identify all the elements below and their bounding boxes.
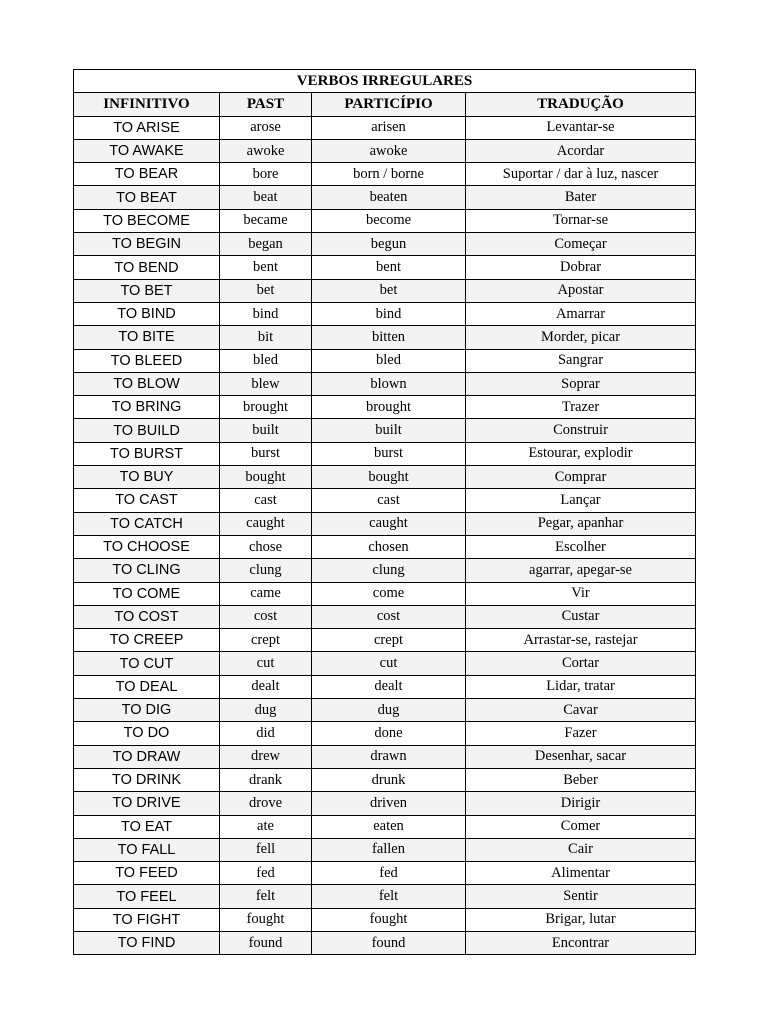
verb-participle-cell: fed <box>312 862 466 885</box>
verb-infinitive-cell: TO BEND <box>74 256 220 279</box>
verb-participle-cell: come <box>312 582 466 605</box>
verb-infinitive-cell: TO BEAR <box>74 163 220 186</box>
table-row <box>74 699 696 722</box>
table-row <box>74 209 696 232</box>
table-row <box>74 372 696 395</box>
verb-translation-cell: Encontrar <box>466 931 696 954</box>
verb-past-cell: bind <box>220 302 312 325</box>
verb-translation-cell: Cair <box>466 838 696 861</box>
verb-translation-cell: Começar <box>466 233 696 256</box>
verb-past-cell: drew <box>220 745 312 768</box>
verb-participle-cell: cost <box>312 605 466 628</box>
verb-participle-cell: burst <box>312 442 466 465</box>
verb-participle-cell: done <box>312 722 466 745</box>
verb-past-cell: crept <box>220 629 312 652</box>
table-row <box>74 745 696 768</box>
verb-participle-cell: become <box>312 209 466 232</box>
irregular-verbs-table <box>73 69 696 955</box>
verb-participle-cell: clung <box>312 559 466 582</box>
table-header-row <box>74 93 696 116</box>
verb-translation-cell: Acordar <box>466 139 696 162</box>
header-past: PAST <box>220 93 312 116</box>
verb-past-cell: arose <box>220 116 312 139</box>
table-row <box>74 908 696 931</box>
table-body <box>74 116 696 955</box>
verb-participle-cell: brought <box>312 396 466 419</box>
verb-participle-cell: arisen <box>312 116 466 139</box>
table-row <box>74 535 696 558</box>
verb-past-cell: found <box>220 931 312 954</box>
table-row <box>74 792 696 815</box>
table-row <box>74 419 696 442</box>
verb-translation-cell: Pegar, apanhar <box>466 512 696 535</box>
verb-translation-cell: Comer <box>466 815 696 838</box>
verb-infinitive-cell: TO BEGIN <box>74 233 220 256</box>
verb-infinitive-cell: TO FALL <box>74 838 220 861</box>
table-row <box>74 722 696 745</box>
verb-past-cell: cast <box>220 489 312 512</box>
verb-past-cell: bled <box>220 349 312 372</box>
table-row <box>74 326 696 349</box>
verb-past-cell: drank <box>220 768 312 791</box>
table-row <box>74 629 696 652</box>
verb-translation-cell: Comprar <box>466 466 696 489</box>
table-title-row <box>74 70 696 93</box>
verb-translation-cell: Dobrar <box>466 256 696 279</box>
verb-past-cell: clung <box>220 559 312 582</box>
verb-past-cell: dealt <box>220 675 312 698</box>
table-row <box>74 302 696 325</box>
verb-participle-cell: caught <box>312 512 466 535</box>
verb-infinitive-cell: TO COME <box>74 582 220 605</box>
table-row <box>74 349 696 372</box>
table-row <box>74 675 696 698</box>
verb-infinitive-cell: TO CATCH <box>74 512 220 535</box>
verb-participle-cell: felt <box>312 885 466 908</box>
verb-past-cell: awoke <box>220 139 312 162</box>
verb-translation-cell: agarrar, apegar-se <box>466 559 696 582</box>
verb-past-cell: chose <box>220 535 312 558</box>
verb-participle-cell: blown <box>312 372 466 395</box>
verb-infinitive-cell: TO CLING <box>74 559 220 582</box>
verb-past-cell: bought <box>220 466 312 489</box>
verb-infinitive-cell: TO DEAL <box>74 675 220 698</box>
verb-past-cell: bent <box>220 256 312 279</box>
verb-infinitive-cell: TO BECOME <box>74 209 220 232</box>
verb-translation-cell: Amarrar <box>466 302 696 325</box>
verb-past-cell: burst <box>220 442 312 465</box>
verb-translation-cell: Bater <box>466 186 696 209</box>
verb-infinitive-cell: TO BET <box>74 279 220 302</box>
verb-participle-cell: cut <box>312 652 466 675</box>
verb-translation-cell: Dirigir <box>466 792 696 815</box>
verb-past-cell: caught <box>220 512 312 535</box>
verb-translation-cell: Sentir <box>466 885 696 908</box>
table-row <box>74 582 696 605</box>
verb-translation-cell: Tornar-se <box>466 209 696 232</box>
verb-participle-cell: drunk <box>312 768 466 791</box>
verb-past-cell: beat <box>220 186 312 209</box>
verb-translation-cell: Brigar, lutar <box>466 908 696 931</box>
verb-past-cell: cost <box>220 605 312 628</box>
verb-past-cell: came <box>220 582 312 605</box>
table-title: VERBOS IRREGULARES <box>74 70 696 93</box>
verb-participle-cell: drawn <box>312 745 466 768</box>
verb-infinitive-cell: TO BITE <box>74 326 220 349</box>
verb-infinitive-cell: TO BURST <box>74 442 220 465</box>
verb-infinitive-cell: TO FIND <box>74 931 220 954</box>
verb-past-cell: ate <box>220 815 312 838</box>
header-traducao: TRADUÇÃO <box>466 93 696 116</box>
verb-past-cell: began <box>220 233 312 256</box>
table-row <box>74 605 696 628</box>
verb-participle-cell: begun <box>312 233 466 256</box>
verb-infinitive-cell: TO FEED <box>74 862 220 885</box>
verb-infinitive-cell: TO BUILD <box>74 419 220 442</box>
table-row <box>74 233 696 256</box>
header-infinitivo: INFINITIVO <box>74 93 220 116</box>
verb-infinitive-cell: TO ARISE <box>74 116 220 139</box>
document-page <box>73 69 695 955</box>
verb-participle-cell: bitten <box>312 326 466 349</box>
verb-participle-cell: eaten <box>312 815 466 838</box>
verb-past-cell: did <box>220 722 312 745</box>
verb-participle-cell: cast <box>312 489 466 512</box>
verb-infinitive-cell: TO FIGHT <box>74 908 220 931</box>
verb-participle-cell: fought <box>312 908 466 931</box>
verb-infinitive-cell: TO CREEP <box>74 629 220 652</box>
verb-past-cell: fought <box>220 908 312 931</box>
verb-infinitive-cell: TO BLOW <box>74 372 220 395</box>
verb-translation-cell: Suportar / dar à luz, nascer <box>466 163 696 186</box>
verb-past-cell: fell <box>220 838 312 861</box>
table-row <box>74 652 696 675</box>
table-row <box>74 396 696 419</box>
verb-translation-cell: Fazer <box>466 722 696 745</box>
verb-infinitive-cell: TO DRIVE <box>74 792 220 815</box>
table-row <box>74 442 696 465</box>
verb-infinitive-cell: TO CAST <box>74 489 220 512</box>
verb-translation-cell: Sangrar <box>466 349 696 372</box>
verb-infinitive-cell: TO FEEL <box>74 885 220 908</box>
verb-participle-cell: beaten <box>312 186 466 209</box>
verb-translation-cell: Apostar <box>466 279 696 302</box>
verb-participle-cell: born / borne <box>312 163 466 186</box>
table-row <box>74 466 696 489</box>
table-row <box>74 139 696 162</box>
verb-past-cell: fed <box>220 862 312 885</box>
verb-infinitive-cell: TO EAT <box>74 815 220 838</box>
table-row <box>74 512 696 535</box>
table-row <box>74 931 696 954</box>
verb-participle-cell: bind <box>312 302 466 325</box>
verb-translation-cell: Escolher <box>466 535 696 558</box>
verb-infinitive-cell: TO BUY <box>74 466 220 489</box>
verb-participle-cell: dug <box>312 699 466 722</box>
verb-infinitive-cell: TO BRING <box>74 396 220 419</box>
verb-participle-cell: built <box>312 419 466 442</box>
verb-infinitive-cell: TO CUT <box>74 652 220 675</box>
verb-participle-cell: crept <box>312 629 466 652</box>
verb-participle-cell: driven <box>312 792 466 815</box>
verb-translation-cell: Trazer <box>466 396 696 419</box>
verb-translation-cell: Construir <box>466 419 696 442</box>
verb-past-cell: felt <box>220 885 312 908</box>
verb-past-cell: brought <box>220 396 312 419</box>
verb-translation-cell: Arrastar-se, rastejar <box>466 629 696 652</box>
verb-participle-cell: bent <box>312 256 466 279</box>
table-row <box>74 815 696 838</box>
verb-translation-cell: Desenhar, sacar <box>466 745 696 768</box>
verb-translation-cell: Morder, picar <box>466 326 696 349</box>
table-row <box>74 186 696 209</box>
table-row <box>74 489 696 512</box>
table-row <box>74 256 696 279</box>
verb-infinitive-cell: TO DIG <box>74 699 220 722</box>
verb-infinitive-cell: TO BEAT <box>74 186 220 209</box>
verb-translation-cell: Cortar <box>466 652 696 675</box>
table-row <box>74 279 696 302</box>
verb-past-cell: cut <box>220 652 312 675</box>
verb-participle-cell: bought <box>312 466 466 489</box>
verb-infinitive-cell: TO COST <box>74 605 220 628</box>
verb-past-cell: drove <box>220 792 312 815</box>
verb-translation-cell: Lançar <box>466 489 696 512</box>
verb-translation-cell: Levantar-se <box>466 116 696 139</box>
verb-infinitive-cell: TO BIND <box>74 302 220 325</box>
verb-past-cell: bore <box>220 163 312 186</box>
verb-infinitive-cell: TO DRINK <box>74 768 220 791</box>
verb-translation-cell: Cavar <box>466 699 696 722</box>
verb-translation-cell: Alimentar <box>466 862 696 885</box>
verb-participle-cell: dealt <box>312 675 466 698</box>
table-row <box>74 163 696 186</box>
verb-infinitive-cell: TO DRAW <box>74 745 220 768</box>
verb-participle-cell: awoke <box>312 139 466 162</box>
verb-past-cell: bit <box>220 326 312 349</box>
header-participio: PARTICÍPIO <box>312 93 466 116</box>
verb-infinitive-cell: TO BLEED <box>74 349 220 372</box>
table-row <box>74 862 696 885</box>
verb-participle-cell: fallen <box>312 838 466 861</box>
table-row <box>74 885 696 908</box>
verb-participle-cell: bet <box>312 279 466 302</box>
verb-translation-cell: Estourar, explodir <box>466 442 696 465</box>
verb-past-cell: bet <box>220 279 312 302</box>
verb-translation-cell: Soprar <box>466 372 696 395</box>
verb-past-cell: blew <box>220 372 312 395</box>
table-row <box>74 116 696 139</box>
verb-past-cell: became <box>220 209 312 232</box>
verb-past-cell: dug <box>220 699 312 722</box>
verb-translation-cell: Lidar, tratar <box>466 675 696 698</box>
verb-participle-cell: found <box>312 931 466 954</box>
verb-infinitive-cell: TO AWAKE <box>74 139 220 162</box>
table-row <box>74 768 696 791</box>
verb-participle-cell: bled <box>312 349 466 372</box>
verb-translation-cell: Custar <box>466 605 696 628</box>
table-row <box>74 838 696 861</box>
verb-infinitive-cell: TO CHOOSE <box>74 535 220 558</box>
table-row <box>74 559 696 582</box>
verb-infinitive-cell: TO DO <box>74 722 220 745</box>
verb-participle-cell: chosen <box>312 535 466 558</box>
verb-translation-cell: Beber <box>466 768 696 791</box>
verb-translation-cell: Vir <box>466 582 696 605</box>
verb-past-cell: built <box>220 419 312 442</box>
